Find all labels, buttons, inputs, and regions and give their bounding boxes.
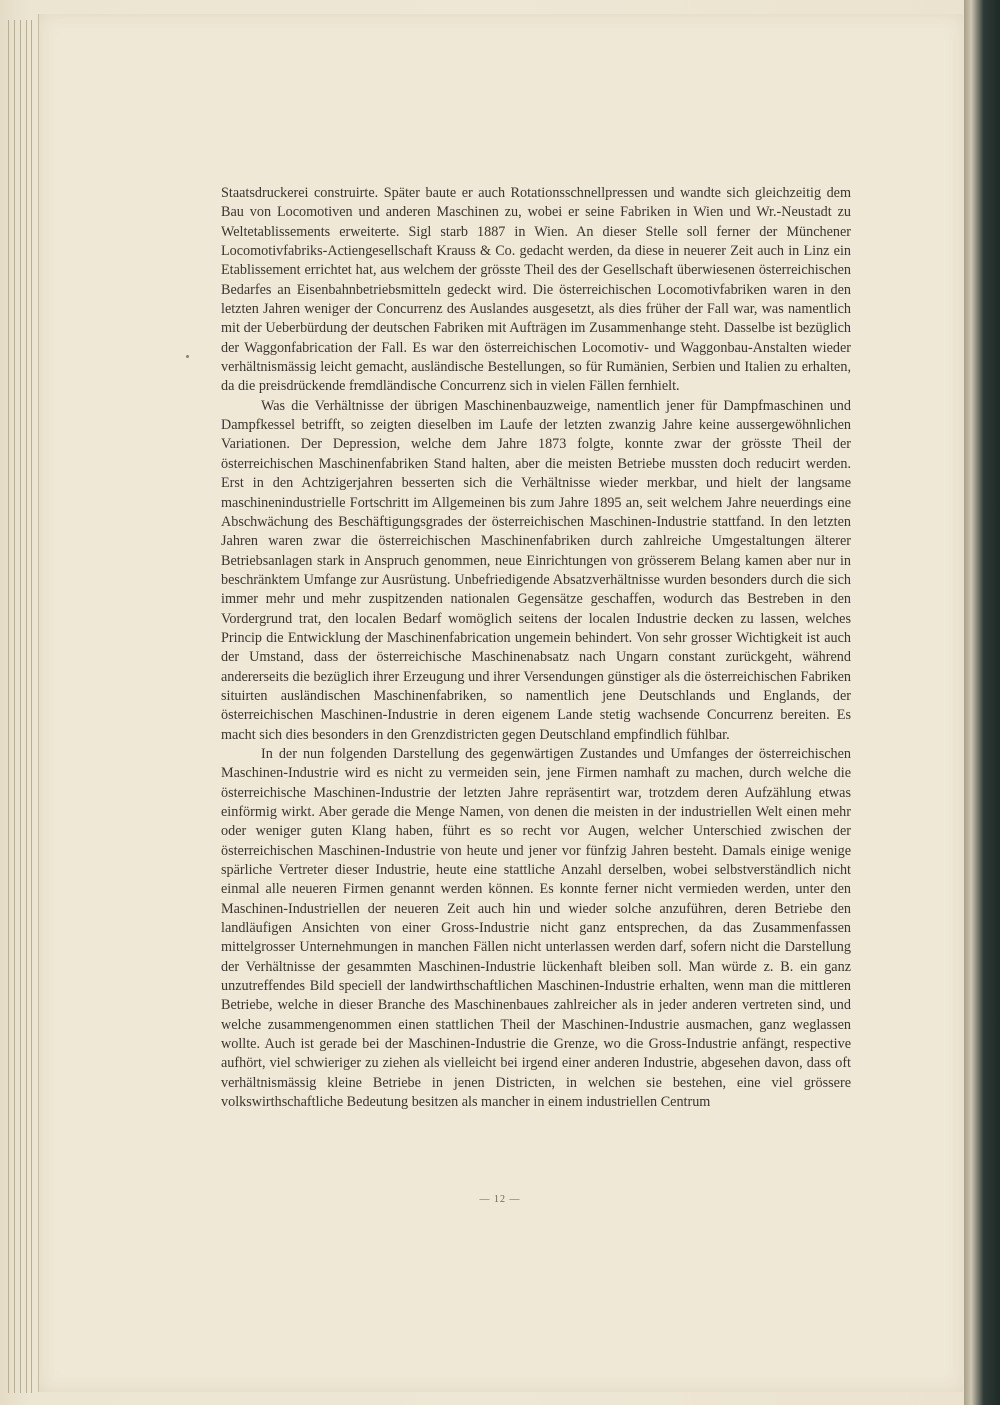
body-text	[221, 184, 851, 1113]
book-edge-right	[964, 0, 1000, 1405]
paragraph-3: In der nun folgenden Darstellung des gegenwärtigen Zustandes und Umfanges der österreichischen Maschinen-Industrie wird es nicht zu vermeiden sein, jene Firmen namhaft zu machen, durch welche die österreichische Maschinen-Industrie der letzten Jahre repräsentirt war, trotzdem deren Aufzählung etwas einförmig wirkt. Aber gerade die Menge Namen, von denen die meisten in der industriellen Welt einen mehr oder weniger guten Klang haben, führt es so recht vor Augen, welcher Unterschied zwischen der österreichischen Maschinen-Industrie von heute und jener vor fünfzig Jahren besteht. Damals einige wenige spärliche Vertreter dieser Industrie, heute eine stattliche Anzahl derselben, wobei selbstverständlich nicht einmal alle neueren Firmen genannt werden können. Es konnte ferner nicht vermieden werden, unter den Maschinen-Industriellen der neueren Zeit auch hin und wieder solche anzuführen, deren Betriebe den landläufigen Ansichten von einer Gross-Industrie nicht ganz entsprechen, da das Zusammenfassen mittelgrosser Unternehmungen in manchen Fällen nicht unterlassen werden darf, sofern nicht die Darstellung der Verhältnisse der gesammten Maschinen-Industrie lückenhaft bleiben soll. Man würde z. B. ein ganz unzutreffendes Bild speciell der landwirthschaftlichen Maschinen-Industrie erhalten, wenn man die mittleren Betriebe, welche in dieser Branche des Maschinenbaues zahlreicher als in jeder anderen vertreten sind, und welche zusammengenommen einen stattlichen Theil der Maschinen-Industrie ausmachen, ganz weglassen wollte. Auch ist gerade bei der Maschinen-Industrie die Grenze, wo die Gross-Industrie anfängt, respective aufhört, viel schwieriger zu ziehen als vielleicht bei irgend einer anderen Industrie, abgesehen davon, dass oft verhältnismässig kleine Betriebe in jenen Districten, in welchen sie bestehen, eine viel grössere volkswirthschaftliche Bedeutung besitzen als mancher in einem industriellen Centrum	[221, 745, 851, 1111]
paragraph-2: Was die Verhältnisse der übrigen Maschinenbauzweige, namentlich jener für Dampfmaschinen und Dampfkessel betrifft, so zeigten dieselben im Laufe der letzten zwanzig Jahre keine aussergewöhnlichen Variationen. Der Depression, welche dem Jahre 1873 folgte, konnte zwar der grösste Theil der österreichischen Maschinenfabriken Stand halten, aber die meisten Betriebe mussten doch reducirt werden. Erst in den Achtzigerjahren besserten sich die Verhältnisse wieder merkbar, und hielt der langsame maschinenindustrielle Fortschritt im Allgemeinen bis zum Jahre 1895 an, seit welchem Jahre neuerdings eine Abschwächung des Beschäftigungsgrades der österreichischen Maschinen-Industrie stattfand. In den letzten Jahren waren zwar die österreichischen Maschinenfabriken durch zahlreiche Umgestaltungen älterer Betriebsanlagen stark in Anspruch genommen, neue Einrichtungen von grösserem Belang kamen aber nur in beschränktem Umfange zur Ausrüstung. Unbefriedigende Absatzverhältnisse wurden besonders durch die sich immer mehr und mehr zuspitzenden nationalen Gegensätze geschaffen, wodurch das Bestreben in den Vordergrund trat, den localen Bedarf womöglich seitens der localen Industrie decken zu lassen, welches Princip die Entwicklung der Maschinenfabrication ungemein behindert. Von sehr grosser Wichtigkeit ist auch der Umstand, dass der österreichische Maschinenabsatz nach Ungarn constant zurückgeht, während andererseits die bezüglich ihrer Erzeugung und ihrer Versendungen günstiger als die österreichischen Fabriken situirten ausländischen Maschinenfabriken, so namentlich jene Deutschlands und Englands, der österreichischen Maschinen-Industrie in deren eigenem Lande stetig wachsende Concurrenz bereiten. Es macht sich dies besonders in den Grenzdistricten gegen Deutschland empfindlich fühlbar.	[221, 397, 851, 743]
page-number: — 12 —	[479, 1194, 521, 1205]
paragraph-1: Staatsdruckerei construirte. Später baute er auch Rotationsschnellpressen und wandte sich gleichzeitig dem Bau von Locomotiven und anderen Maschinen zu, wobei er seine Fabriken in Wien und Wr.-Neustadt zu Weltetablissements erweiterte. Sigl starb 1887 in Wien. An dieser Stelle soll ferner der Münchener Locomotivfabriks-Actiengesellschaft Krauss & Co. gedacht werden, da diese in neuerer Zeit auch in Linz ein Etablissement errichtet hat, aus welchem der grösste Theil des der Gesellschaft überwiesenen österreichischen Bedarfes an Eisenbahnbetriebsmitteln gedeckt wird. Die österreichischen Locomotivfabriken waren in den letzten Jahren weniger der Concurrenz des Auslandes ausgesetzt, als dies früher der Fall war, was namentlich mit der Ueberbürdung der deutschen Fabriken mit Aufträgen im Zusammenhange steht. Dasselbe ist bezüglich der Waggonfabrication der Fall. Es war den österreichischen Locomotiv- und Waggonbau-Anstalten wieder verhältnismässig leicht gemacht, ausländische Bestellungen, so für Rumänien, Serbien und Italien zu erhalten, da die preisdrückende fremdländische Concurrenz sich in vielen Fällen fernhielt.	[221, 185, 851, 395]
margin-speck	[186, 355, 189, 358]
book-edge-left	[0, 0, 36, 1405]
